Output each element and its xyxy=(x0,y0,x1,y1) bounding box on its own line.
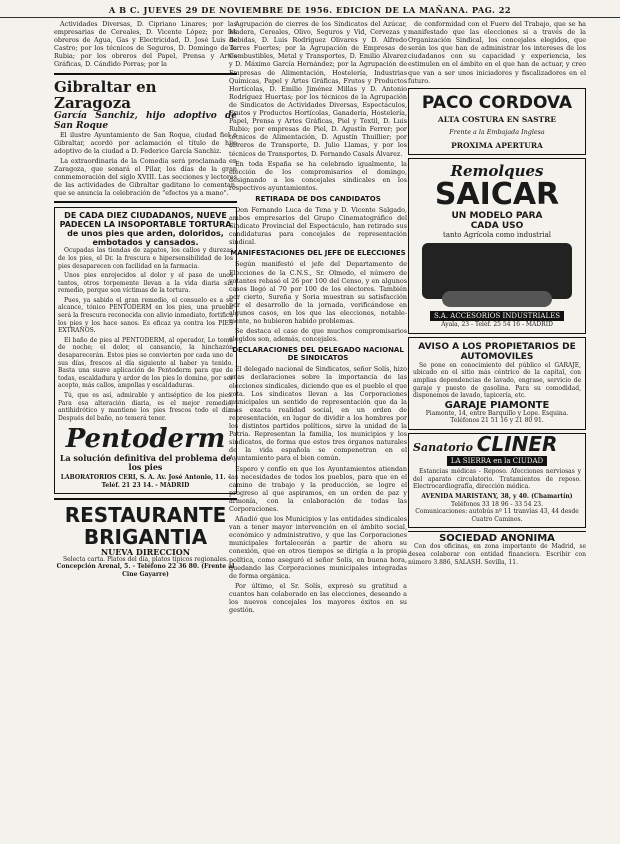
ad-paragraph: Ocupadas las tiendas de zapatos, los callos y durezas de los pies, el Dr. la frescura e hipersensibilidad de los pies desaparecen con facilidad en la farmacia. xyxy=(58,247,233,270)
column-3 xyxy=(408,20,586,840)
article-paragraph: En toda España se ha celebrado igualmente, la elección de los compromisarios el domingo, designando a los concejales sindicales en los respectivos ayuntamientos. xyxy=(229,159,407,192)
restaurant-title: RESTAURANTE xyxy=(64,502,227,527)
clinic-transport: Comunicaciones: autobús nº 11 tranvías 43, 44 desde Cuatro Caminos. xyxy=(415,508,579,523)
sociedad-ad xyxy=(408,535,586,566)
sociedad-text: Con dos oficinas, en zona importante de Madrid, se desea colaborar con entidad financiera. Escribir con número 3.886, SALASH. Sevilla, 11. xyxy=(408,543,586,566)
section-heading: DECLARACIONES DEL DELEGADO NACIONAL DE SINDICATOS xyxy=(232,346,404,363)
article-paragraph: Se destaca el caso de que muchos compromisarios elegidos son, además, concejales. xyxy=(229,327,407,344)
ad-headline: DE CADA DIEZ CIUDADANOS, NUEVE PADECEN LA INSOPORTABLE TORTURA de unos pies que arden, doloridos, embotados y cansados. xyxy=(59,211,232,248)
tailor-line: ALTA COSTURA EN SASTRE xyxy=(437,114,557,124)
saicar-line: CADA USO xyxy=(470,221,524,232)
pentoderm-ad xyxy=(54,207,237,493)
restaurant-text: Selecta carta. Platos del día, platos típicos regionales. xyxy=(63,555,228,563)
article-subtitle: García Sanchiz, hijo adoptivo de San Roque xyxy=(54,110,237,131)
article-paragraph: Por último, el Sr. Solís, expresó su gratitud a cuantos han colaborado en las elecciones, deseando a los nuevos concejales los mayores éxitos en su gestión. xyxy=(229,581,407,615)
tailor-location: Frente a la Embajada Inglesa xyxy=(449,127,545,136)
article-paragraph: El delegado nacional de Sindicatos, señor Solís, hizo unas declaraciones sobre la importancia de las elecciones sindicales, diciendo que es el pueblo el que vota. Los sindicatos llevan a las Corporaciones municipales un sentido de representación que da la más exacta realidad social, en un orden de representación, en lugar de dividir a los hombres por los distintos partidos políticos, sirve la unidad de la Patria. Representan la familia, los municipios y los sindicatos, de forma que estos tres órganos naturales de la vida española se compenetran en el Ayuntamiento para el bien común. xyxy=(229,365,407,463)
ad-paragraph: El baño de pies al PENTODERM, al operador, Lo toma de noche; el dolor, el cansancio, la hinchazón desaparecerán. Estos pies se convierten por cada uno de sus días, frescos al día siguiente al haber ya tenido. Basta una suave aplicación de Pentoderm para que de todas, escaldadura y ardor de los pies lo domine, por ser acepto, más callos, ampollas y escaldaduras. xyxy=(58,336,233,390)
clinic-text: Estancias médicas - Reposo. Afecciones nerviosas y del aparato circulatorio. Tratamientos de reposo. Electrocardiografía, dirección médica. xyxy=(413,468,581,491)
article-paragraph: Añadió que los Municipios y las entidades sindicales van a tener mayor intervención en el ámbito social, económico y administrativo, y que las Corporaciones municipales fortalecerán a partir de ahora su conexión, que en otros tiempos se dirigía a la propia política, como aseguró el señor Solís, en buena hora, quedando las Corporaciones municipales integradas de forma orgánica. xyxy=(229,515,407,580)
restaurant-address: Concepción Arenal, 5. - Teléfono 22 36 80. (Frente al Cine Gayarre) xyxy=(56,563,235,578)
tailor-opening: PROXIMA APERTURA xyxy=(451,140,543,150)
saicar-top: Remolques xyxy=(450,162,544,181)
divider xyxy=(408,531,586,532)
clinic-phone: Teléfonos 33 18 96 - 33 54 23. xyxy=(450,500,544,508)
article-paragraph: El ilustre Ayuntamiento de San Roque, ciudad fiel a Gibraltar, acordó por aclamación el título de hijo adoptivo de la ciudad a D. Federico García Sanchiz. xyxy=(54,130,237,155)
saicar-line: tanto Agrícola como industrial xyxy=(443,231,551,240)
trailer-illustration xyxy=(422,243,572,299)
ad-tagline: La solución definitiva del problema de los pies xyxy=(59,453,232,473)
garage-name: GARAJE PIAMONTE xyxy=(444,399,550,411)
ad-paragraph: Tú, que es así, admirable y antiséptico de los pies. Para esa alteración diaria, es el mejor remedio, antihidrótico y mantiene los pies frescos todo el día. Después del baño, no temerá tener. xyxy=(58,392,233,422)
restaurant-subtitle: NUEVA DIRECCION xyxy=(100,546,191,557)
article-paragraph: La extraordinaria de la Comedia será proclamada en Zaragoza, que sonará el Pilar, los días de la gran conmemoración del siglo XVIII. Las secciones y lectores de las actividades de Gibraltar gaditano lo comentan, que se anuncia la celebración de "efectos ya a mano". xyxy=(54,156,237,198)
article-title: Gibraltar en Zaragoza xyxy=(54,77,157,112)
article-paragraph: Según manifestó el jefe del Departamento de Elecciones de la C.N.S., Sr. Olmedo, el número de votantes rebasó el 26 por 100 del Censo, y en algunos casos llegó al 70 por 100 de los electores. También por cierto, Sureña y Soria muestran su satisfacción por el desarrollo de la jornada, verificándose en algunos casos, en los que las elecciones, notable-mente, no hubieron habido problemas. xyxy=(229,260,407,326)
saicar-badge-row xyxy=(413,311,581,321)
article-continuation: Actividades Diversas, D. Cipriano Linares; por las empresarias de Cereales, D. Vicente López; por los obreros de Agua, Gas y Electricidad, D. José Luis de Castro; por los técnicos de Seguros, D. Domingo de la Rubia; por los obreros del Papel, Prensa y Artes Gráficas, D. Cándido Porras; por la xyxy=(54,20,237,69)
article-paragraph: Don Fernando Luca de Tena y D. Vicente Salgado, ambos empresarios del Grupo Cinematográfico del Sindicato Provincial del Espectáculo, han retirado sus candidaturas para concejales de representación sindical. xyxy=(229,205,407,247)
divider xyxy=(54,73,237,75)
ad-paragraph: Pues, ya sabido el gran remedio, el consuelo es a su alcance, tónico PENTODERM en los pies, una prueba será la frescura reconocida con alivio inmediato, fortifica los pies y los hace sanos. Es eficaz ya contra los PIES EXTRAÑOS. xyxy=(58,296,233,335)
gibraltar-article xyxy=(54,79,237,198)
clinic-top: Sanatorio CLINER xyxy=(413,432,558,457)
divider xyxy=(54,498,237,500)
saicar-name: SAICAR xyxy=(434,177,560,213)
clinic-address: AVENIDA MARISTANY, 38, y 40. (Chamartín) xyxy=(421,492,573,500)
garage-ad xyxy=(408,337,586,430)
sociedad-title: SOCIEDAD ANONIMA xyxy=(439,533,555,545)
garage-notice-text: Se pone en conocimiento del público el GARAJE, ubicado en el sitio más céntrico de la capital, con amplias dependencias de lavado, engrase, servicio de garaje y puesto de gasolina. Para su comodidad, disponemos de lavado, tapicería, etc. xyxy=(413,361,581,400)
divider xyxy=(54,201,237,203)
section-heading: MANIFESTACIONES DEL JEFE DE ELECCIONES xyxy=(230,249,406,258)
saicar-badge: S.A. ACCESORIOS INDUSTRIALES xyxy=(430,311,564,321)
article-paragraph: Espero y confío en que los Ayuntamientos atiendan las necesidades de todos los pueblos, para que en el camino de trabajo y la producción, se logre el progreso al que aspiramos, en un orden de paz y armonía, con la colaboración de todas las Corporaciones. xyxy=(229,464,407,513)
garage-notice-title: AVISO A LOS PROPIETARIOS DE AUTOMOVILES xyxy=(418,341,576,362)
column-1 xyxy=(54,20,237,840)
ad-brand: Pentoderm xyxy=(65,424,226,455)
saicar-address: Ayala, 23 - Teléf. 25 54 16 - MADRID xyxy=(441,321,553,329)
column-2 xyxy=(229,20,407,840)
garage-address: Piamonte, 14, entre Barquillo y Lope. Esquina. Teléfonos 21 51 16 y 21 80 91. xyxy=(425,409,569,425)
clinic-name: CLINER xyxy=(476,432,558,457)
article-paragraph: Agrupación de cierres de los Sindicatos del Azúcar, Madera, Cereales, Olivo, Seguros y Vid, Cervezas y Bebidas, D. Luis Rodríguez Olivares y D. Alfredo Torres Fuertes; por la Agrupación de Empresas de Combustibles, Metal y Transportes, D. Emilio Álvarez y D. Máximo García Hernández; por la Agrupación de Empresas de Alimentación, Hostelería, Industrias Químicas, Papel y Artes Gráficas, Frutos y Productos Hortícolas, D. Emilio Jiménez Millas y D. Antonio Rodríguez Huertas; por los técnicos de la Agrupación de Sindicatos de Actividades Diversas, Espectáculos, Frutos y Productos Hortícolas, Ganadería, Hostelería, Papel, Prensa y Artes Gráficas, Piel y Textil, D. Luis Rubio; por empresas de Piel, D. Agustín Ferrer; por técnicos de Alimentación, D. Agustín Thuillier; por obreros de Transporte, D. Julio Llamas, y por los técnicos de Transportes, D. Fernando Casals Álvarez. xyxy=(229,20,407,158)
tailor-name: PACO CORDOVA xyxy=(421,92,573,113)
paco-cordova-ad xyxy=(408,88,586,155)
saicar-line: UN MODELO PARA xyxy=(451,211,543,222)
ad-paragraph: Unos pies enrojecidos al dolor y el paso de unos tantos, otros torpemente llevan a la vida diaria sin remedio, porque son víctimas de la tortura. xyxy=(58,272,233,295)
section-heading: RETIRADA DE DOS CANDIDATOS xyxy=(255,194,381,203)
saicar-ad xyxy=(408,158,586,334)
page-header: A B C. JUEVES 29 DE NOVIEMBRE DE 1956. EDICION DE LA MAÑANA. PAG. 22 xyxy=(0,0,620,18)
clinic-ad xyxy=(408,433,586,528)
clinic-tagline: LA SIERRA en la CIUDAD xyxy=(447,456,547,466)
article-continuation: de conformidad con el Fuero del Trabajo, que se ha manifestado que las elecciones si a través de la Organización Sindical, los concejales elegidos, que serán los que han de administrar los intereses de los ciudadanos con su capacidad y experiencia, les estimulen en el ámbito en el que han de actuar, y creo que van a ser unos iniciadores y fiscalizadores en el futuro. xyxy=(408,20,586,85)
ad-address: LABORATORIOS CERI, S. A. Av. José Antonio, 11. - Teléf. 21 23 14. - MADRID xyxy=(60,474,231,489)
restaurant-name: BRIGANTIA xyxy=(83,524,208,549)
restaurant-ad xyxy=(54,504,237,579)
